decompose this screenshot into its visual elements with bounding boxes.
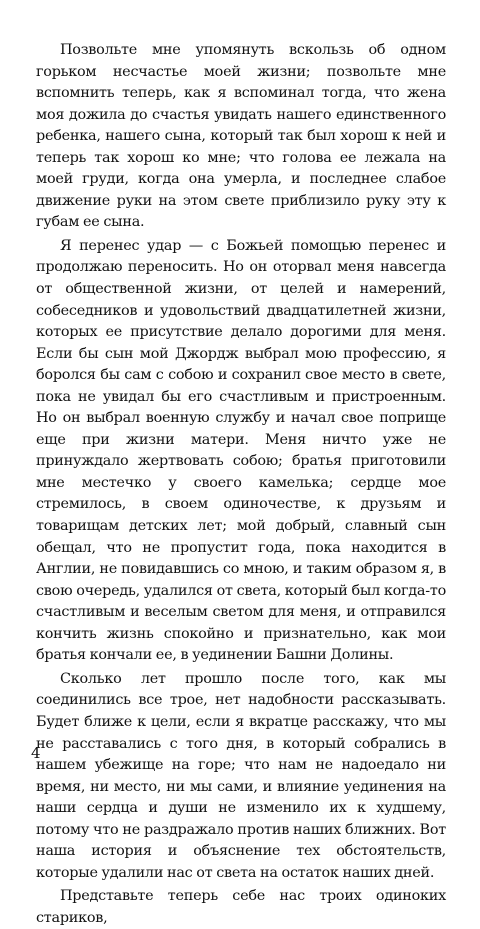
paragraph-1: Позвольте мне упомянуть вскользь об одном горьком несчастье моей жизни; позвольте мне вспомнить теперь, как я вспоминал тогда, что жена моя дожила до счастья увидать нашего единственного ребенка, нашего сына, который так был хорош к ней и теперь так хорош ко мне; что голова ее лежала на моей груди, когда она умерла, и последнее слабое движение руки на этом свете приблизило руку эту к губам ее сына. xyxy=(36,42,446,231)
paragraph-4: Представьте теперь себе нас троих одиноких стариков, xyxy=(36,888,446,926)
page-body xyxy=(36,40,446,926)
paragraph-3: Сколько лет прошло после того, как мы соединились все трое, нет надобности рассказывать. Будет ближе к цели, если я вкратце расскажу, что мы не расставались с того дня, в который собрались в нашем убежище на горе; что нам не надоедало ни время, ни место, ни мы сами, и влияние уединения на наши сердца и души не изменило их к худшему, потому что не раздражало против наших ближних. Вот наша история и объяснение тех обстоятельств, которые удалили нас от света на остаток наших дней. xyxy=(36,670,446,881)
page-number: 4 xyxy=(31,744,41,762)
paragraph-2: Я перенес удар — с Божьей помощью перенес и продолжаю переносить. Но он оторвал меня навсегда от общественной жизни, от целей и намерений, собеседников и удовольствий двадцатилетней жизни, которых ее присутствие делало дорогими для меня. Если бы сын мой Джордж выбрал мою профессию, я боролся бы сам с собою и сохранил свое место в свете, пока не увидал бы его счастливым и пристроенным. Но он выбрал военную службу и начал свое поприще еще при жизни матери. Меня ничто уже не принуждало жертвовать собою; братья приготовили мне местечко у своего камелька; сердце мое стремилось, в своем одиночестве, к друзьям и товарищам детских лет; мой добрый, славный сын обещал, что не пропустит года, пока находится в Англии, не повидавшись со мною, и таким образом я, в свою очередь, удалился от света, который был когда-то счастливым и веселым светом для меня, и отправился кончить жизнь спокойно и признательно, как мои братья кончали ее, в уединении Башни Долины. xyxy=(36,237,446,664)
